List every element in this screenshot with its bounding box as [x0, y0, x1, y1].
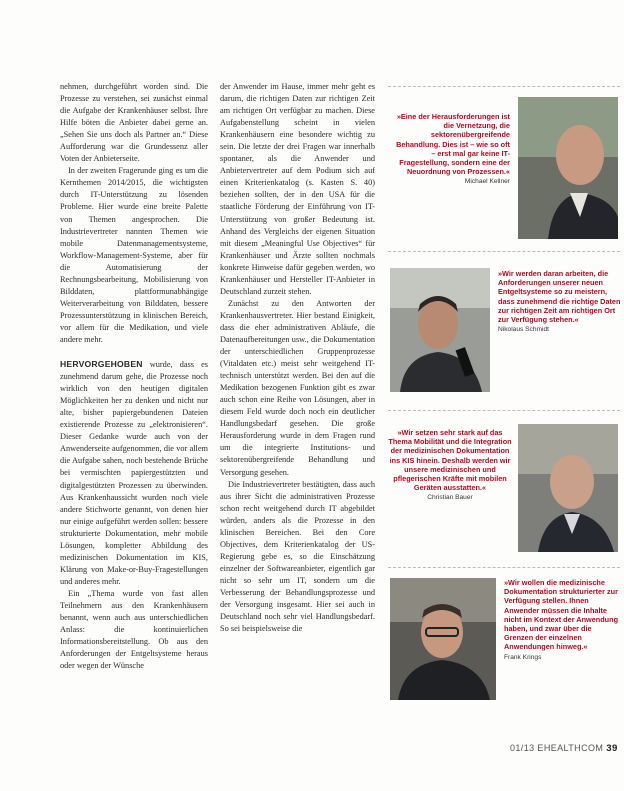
pull-quote	[388, 428, 512, 503]
paragraph: In der zweiten Fragerunde ging es um die Kernthemen 2014/2015, die wichtigsten durch IT-Unterstützung zu lösenden Probleme. Hier wurde eine breite Palette von Themen angesprochen. Die Industrievertreter nannten Themen wie mobile Datenmanagementsysteme, Workflow-Management-Systeme, aber für die Automatisierung der Rechnungsbearbeitung, Mobilisierung von Bilddaten, plattformunabhängige Weiterverarbeitung von Bilddaten, bessere Prozessunterstützung in klinischen Bereich, vor allem für die Medikation, und viele andere mehr.	[60, 166, 208, 344]
portrait-photo	[518, 424, 618, 552]
quote-author: Frank Krings	[504, 653, 542, 661]
quote-author: Nikolaus Schmidt	[498, 326, 549, 334]
paragraph: Ein „Thema wurde von fast allen Teilnehmern aus den Krankenhäusern benannt, wenn auch aus unterschiedlichen Anlass: die kontinuierlichen Informationsbereitstellung. Ob aus den Anforderungen der Entgeltsysteme heraus oder wegen der Wünsche	[60, 588, 208, 671]
paragraph: der Anwender im Hause, immer mehr geht es darum, die richtigen Daten zur richtigen Zeit am richtigen Ort verfügbar zu machen. Diese Aufgabenstellung scheint in vielen Krankenhäusern eine besondere wichtig zu sein. Die letzte der drei Fragen war innerhalb spontaner, als die Anwender und Anbietervertreter auf dem Podium sich auf einen Kriterienkatalog (s. Kasten S. 40) beziehen sollten, der in den USA für die staatliche Förderung der Einführung von IT-Unterstützung von großer Bedeutung ist. Anhand des Vergleichs der eigenen Situation mit diesem „Meaningful Use Objectives“ für Krankenhäuser und Ärzte sollten nochmals konkrete Hinweise dafür gegeben werden, wo Krankenhäuser und Hersteller IT-Anbieter in Deutschland zurzeit stehen.	[220, 82, 375, 296]
paragraph: Die Industrievertreter bestätigten, dass auch aus ihrer Sicht die administrativen Prozesse schon recht weitgehend durch IT abgebildet würden, anders als die Prozesse in den klinischen Bereichen. Bei den Core Objectives, dem Kriterienkatalog der US-Regierung gebe es, so die Einschätzung einzelner der Softwareanbieter, eigentlich gar nicht so sehr um IT, sondern um die Verbesserung der Behandlungsprozesse und der Versorgung insgesamt. Hier sei auch in Deutschland noch sehr viel Handlungsbedarf. So sei beispielsweise die	[220, 479, 375, 634]
page-number: 39	[606, 743, 618, 754]
section-lead: HERVORGEHOBEN	[60, 359, 143, 370]
issue-label: 01/13 EHEALTHCOM	[510, 743, 604, 753]
quote-text: »Wir setzen sehr stark auf das Thema Mobilität und die Integration der medizinischen Dokumentation ins KIS hinein. Deshalb werden wir unsere medizinischen und pflegerischen Kräfte mit mobilen Geräten ausstatten.«	[388, 428, 512, 493]
article-column-1	[60, 81, 208, 735]
portrait-photo	[518, 97, 618, 239]
section-text: wurde, dass es zunehmend darum gehe, die Prozesse noch wirklich von den heutigen digitalen Möglichkeiten her zu denken und nicht nur alte, bisher papiergebundenen Dateien existierende Prozesse zu „elektronisieren“. Dieser Gedanke wurde auch von der Anwenderseite aufgenommen, die vor allem die Aufgabe sahen, noch bestehende Brüche bei vermischten papiergestützten und digitalgestützten Prozessen zu überwinden. Aus Krankenhaussicht wurden noch viele andere Stichworte genannt, von denen hier nur einige aufgeführt werden sollen: bessere strukturierte Dokumentation, mehr mobile Lösungen, kompletter Abbildung des medizinischen Dokumentation im KIS, Klärung von Make-or-Buy-Fragestellungen und anderes mehr.	[60, 360, 208, 586]
quote-text: »Wir wollen die medizinische Dokumentation strukturierter zur Verfügung stellen. Ihnen Anwender müssen die Inhalte nicht im Kontext der Anwendung haben, und zwar über die Grenzen der einzelnen Anwendungen hinweg.«	[504, 578, 619, 652]
paragraph: nehmen, durchgeführt worden sind. Die Prozesse zu verstehen, sei zunächst einmal die Aufgabe der Krankenhäuser selbst. Ihre Hilfe böten die Anbieter dabei gerne an. „Sehen Sie uns doch als Partner an.“ Diese Aufforderung war die Grundessenz aller Voten der Anbieterseite.	[60, 82, 208, 164]
separator-line	[388, 86, 620, 87]
separator-line	[388, 251, 620, 252]
paragraph: Zunächst zu den Antworten der Krankenhausvertreter. Hier bestand Einigkeit, dass die eher administrativen Abläufe, die Datenaufbereitungen usw., die Dokumentation der unterschiedlichen Gruppenprozesse (Vitaldaten etc.) meist sehr weitgehend IT-technisch unterstützt werden. Bei den auf die Medikation bezogenen Funktion gibt es zwar auch schon eine Reihe von Lösungen, aber in diesem Feld wurde doch noch ein deutlicher Handlungsbedarf gesehen. Die große Herausforderung wurde in dem Fragen rund um die integrierte Institutions- und sektorenübergreifende Behandlung und Versorgung gesehen.	[220, 298, 375, 477]
quote-author: Christian Bauer	[427, 494, 473, 502]
article-column-2	[220, 81, 375, 733]
portrait-photo	[390, 578, 496, 700]
section-paragraph	[60, 358, 208, 588]
pull-quote	[392, 112, 510, 187]
quote-text: »Wir werden daran arbeiten, die Anforderungen unserer neuen Entgeltsysteme so zu meistern, dass zunehmend die richtige Daten zur richtigen Zeit am richtigen Ort zur Verfügung stehen.«	[498, 269, 621, 325]
page-footer	[510, 743, 620, 754]
pull-quote	[504, 578, 622, 662]
quote-text: »Eine der Herausforderungen ist die Vernetzung, die sektorenübergreifende Behandlung. Dies ist – wie so oft – erst mal gar keine IT-Fragestellung, sondern eine der Neuordnung von Prozessen.«	[396, 112, 510, 177]
pull-quote	[498, 269, 622, 334]
quote-author: Michael Kellner	[464, 178, 510, 186]
separator-line	[388, 567, 620, 568]
portrait-photo	[390, 268, 490, 392]
separator-line	[388, 410, 620, 411]
